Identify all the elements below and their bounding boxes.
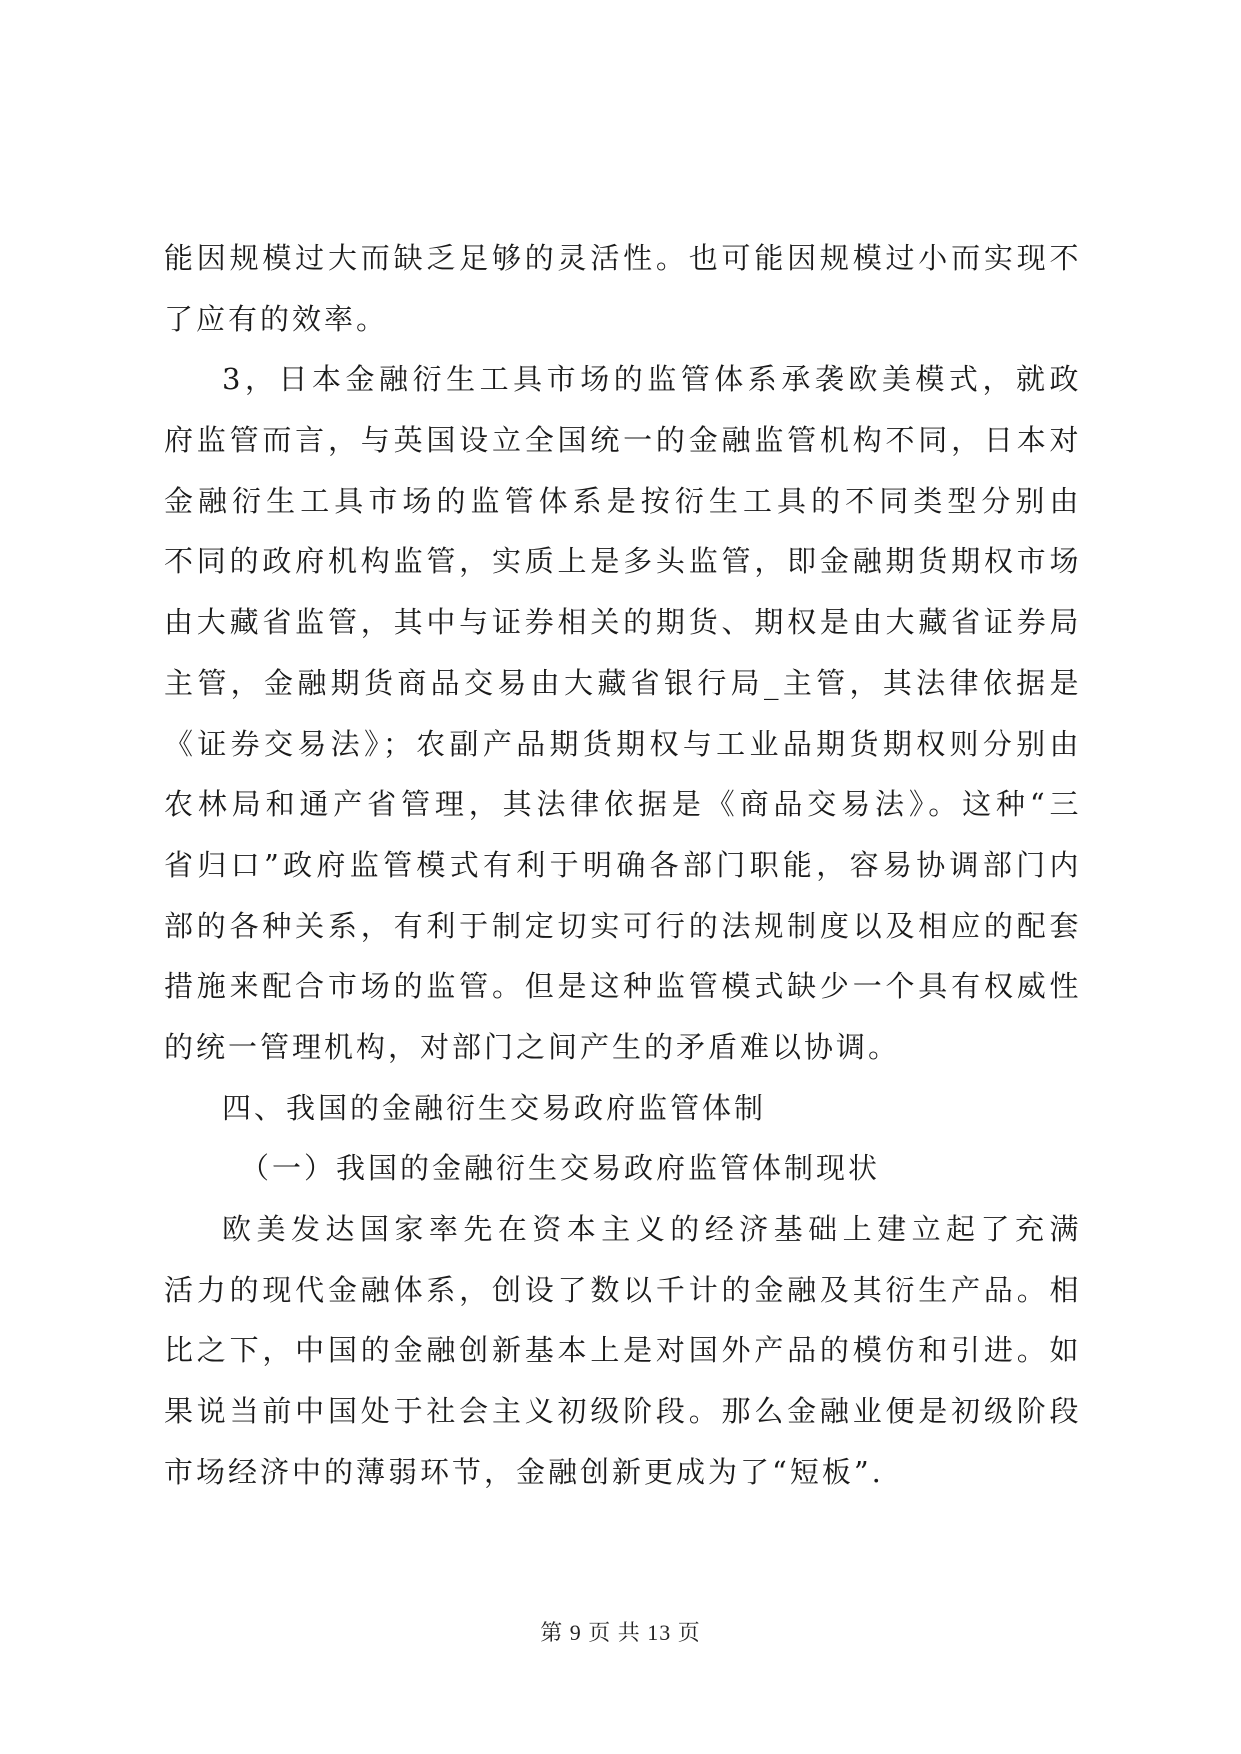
text-line: 果说当前中国处于社会主义初级阶段。那么金融业便是初级阶段 [164,1394,1079,1429]
text-line: 活力的现代金融体系，创设了数以千计的金融及其衍生产品。相 [164,1272,1079,1307]
text-line: 金融衍生工具市场的监管体系是按衍生工具的不同类型分别由 [164,483,1079,518]
text-line: 由大藏省监管，其中与证券相关的期货、期权是由大藏省证券局 [164,605,1079,640]
text-line: 主管，金融期货商品交易由大藏省银行局_主管，其法律依据是 [164,665,1079,700]
subsection-heading: （一）我国的金融衍生交易政府监管体制现状 [240,1151,881,1186]
text-line: 措施来配合市场的监管。但是这种监管模式缺少一个具有权威性 [164,969,1079,1004]
text-line: 了应有的效率。 [164,301,389,336]
text-line: 3，日本金融衍生工具市场的监管体系承袭欧美模式，就政 [222,362,1079,397]
text-line: 农林局和通产省管理，其法律依据是《商品交易法》。这种“三 [164,787,1079,822]
text-line: 省归口”政府监管模式有利于明确各部门职能，容易协调部门内 [164,847,1079,882]
page-number-footer: 第 9 页 共 13 页 [540,1620,701,1645]
text-line: 部的各种关系，有利于制定切实可行的法规制度以及相应的配套 [164,908,1079,943]
text-line: 欧美发达国家率先在资本主义的经济基础上建立起了充满 [222,1212,1079,1246]
text-line: 不同的政府机构监管，实质上是多头监管，即金融期货期权市场 [164,544,1079,579]
text-line: 府监管而言，与英国设立全国统一的金融监管机构不同，日本对 [164,423,1079,458]
text-line: 能因规模过大而缺乏足够的灵活性。也可能因规模过小而实现不 [164,241,1079,275]
text-line: 《证券交易法》；农副产品期货期权与工业品期货期权则分别由 [164,726,1079,761]
text-line: 的统一管理机构，对部门之间产生的矛盾难以协调。 [164,1029,901,1064]
text-line: 市场经济中的薄弱环节，金融创新更成为了“短板”. [164,1454,884,1489]
text-line: 比之下，中国的金融创新基本上是对国外产品的模仿和引进。如 [164,1333,1079,1368]
section-heading: 四、我国的金融衍生交易政府监管体制 [222,1090,767,1125]
body-text [164,228,1079,1502]
